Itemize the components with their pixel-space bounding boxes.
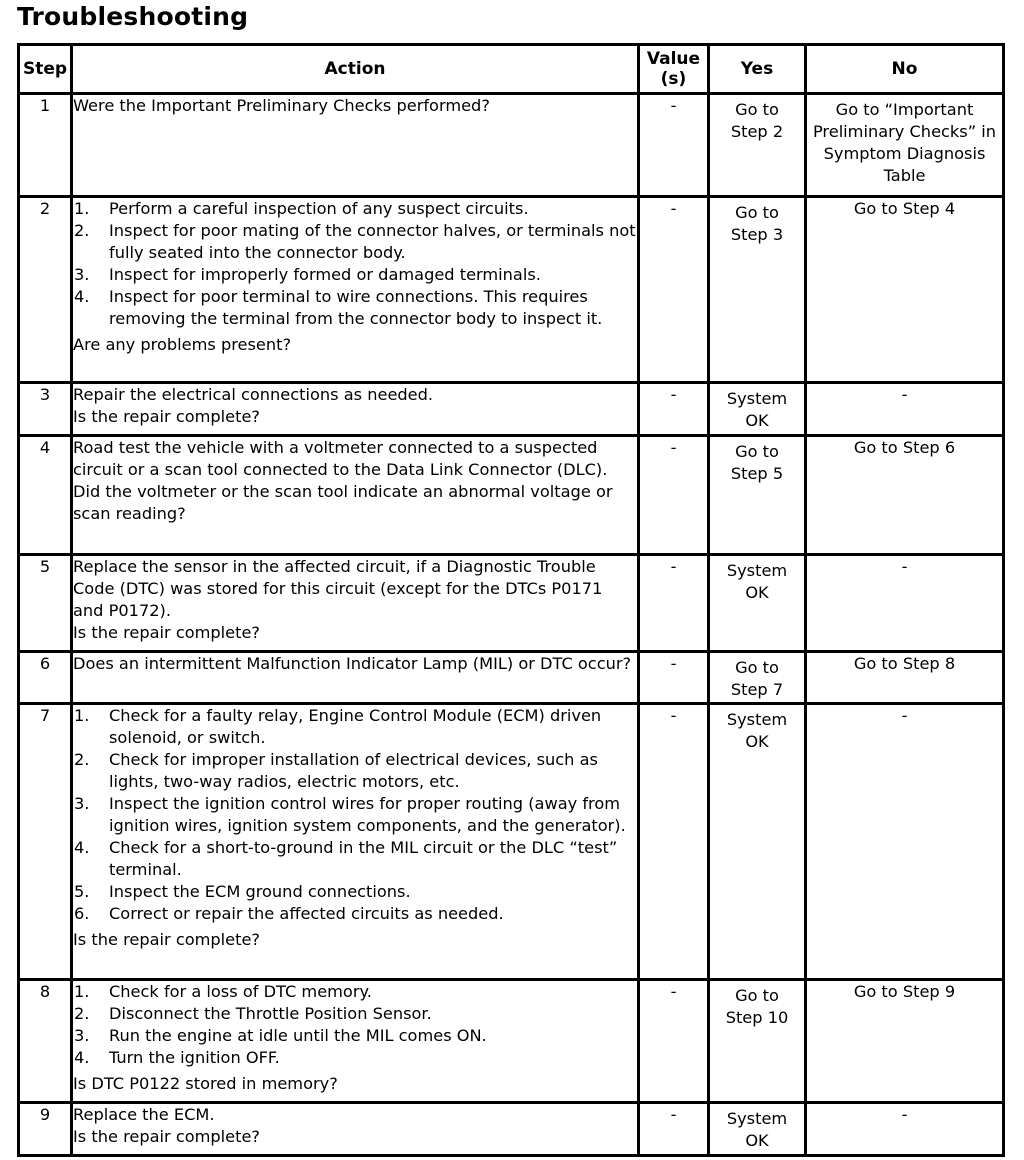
- action-question: Is the repair complete?: [73, 930, 261, 949]
- action-list: [73, 198, 637, 330]
- list-number: 3.: [74, 1026, 90, 1045]
- action-list-item: [73, 903, 637, 925]
- action-list-item: [73, 981, 637, 1003]
- table-row: [19, 436, 1004, 555]
- action-item-text: Run the engine at idle until the MIL comes ON.: [109, 1026, 487, 1045]
- action-line: Replace the sensor in the affected circuit, if a Diagnostic Trouble Code (DTC) was stored for this circuit (except for the DTCs P0171 and P0172).: [73, 557, 603, 620]
- list-number: 3.: [74, 265, 90, 284]
- yes-cell: System OK: [709, 383, 806, 436]
- yes-cell: System OK: [709, 555, 806, 652]
- step-number: 9: [19, 1103, 72, 1156]
- header-no: No: [806, 45, 1004, 94]
- table-row: [19, 980, 1004, 1103]
- action-item-text: Check for improper installation of electrical devices, such as lights, two-way radios, electric motors, etc.: [109, 750, 598, 791]
- action-line: Were the Important Preliminary Checks performed?: [73, 96, 490, 115]
- no-cell: Go to Step 8: [806, 652, 1004, 704]
- action-list-item: [73, 749, 637, 793]
- action-list-item: [73, 286, 637, 330]
- value-cell: -: [639, 980, 709, 1103]
- action-cell: [72, 197, 639, 383]
- action-list-item: [73, 264, 637, 286]
- action-line: Does an intermittent Malfunction Indicator Lamp (MIL) or DTC occur?: [73, 654, 632, 673]
- action-list-item: [73, 1025, 637, 1047]
- list-number: 4.: [74, 287, 90, 306]
- yes-cell: Go to Step 7: [709, 652, 806, 704]
- action-list: [73, 981, 637, 1069]
- action-list-item: [73, 1047, 637, 1069]
- action-item-text: Correct or repair the affected circuits as needed.: [109, 904, 504, 923]
- page-title: Troubleshooting: [17, 2, 249, 31]
- no-cell: Go to Step 4: [806, 197, 1004, 383]
- table-row: [19, 704, 1004, 980]
- action-cell: [72, 980, 639, 1103]
- action-list-item: [73, 705, 637, 749]
- value-cell: -: [639, 1103, 709, 1156]
- list-number: 5.: [74, 882, 90, 901]
- yes-cell: Go to Step 2: [709, 94, 806, 197]
- header-step: Step: [19, 45, 72, 94]
- action-item-text: Check for a short-to-ground in the MIL circuit or the DLC “test” terminal.: [109, 838, 618, 879]
- action-question: Are any problems present?: [73, 335, 292, 354]
- step-number: 4: [19, 436, 72, 555]
- list-number: 6.: [74, 904, 90, 923]
- action-cell: [72, 383, 639, 436]
- action-cell: [72, 555, 639, 652]
- action-list-item: [73, 1003, 637, 1025]
- action-cell: [72, 1103, 639, 1156]
- header-value: Value (s): [639, 45, 709, 94]
- value-cell: -: [639, 383, 709, 436]
- action-item-text: Inspect for poor mating of the connector halves, or terminals not fully seated into the connector body.: [109, 221, 636, 262]
- table-row: [19, 383, 1004, 436]
- action-question: Is DTC P0122 stored in memory?: [73, 1074, 338, 1093]
- action-line: Did the voltmeter or the scan tool indicate an abnormal voltage or scan reading?: [73, 482, 613, 523]
- table-row: [19, 555, 1004, 652]
- no-cell: Go to Step 6: [806, 436, 1004, 555]
- value-cell: -: [639, 704, 709, 980]
- action-list: [73, 705, 637, 925]
- action-item-text: Disconnect the Throttle Position Sensor.: [109, 1004, 432, 1023]
- list-number: 1.: [74, 706, 90, 725]
- no-cell: Go to “Important Preliminary Checks” in Symptom Diagnosis Table: [806, 94, 1004, 197]
- list-number: 3.: [74, 794, 90, 813]
- action-item-text: Turn the ignition OFF.: [109, 1048, 280, 1067]
- action-item-text: Inspect for poor terminal to wire connections. This requires removing the terminal from the connector body to inspect it.: [109, 287, 603, 328]
- list-number: 1.: [74, 982, 90, 1001]
- step-number: 2: [19, 197, 72, 383]
- table-row: [19, 1103, 1004, 1156]
- step-number: 6: [19, 652, 72, 704]
- list-number: 2.: [74, 221, 90, 240]
- list-number: 2.: [74, 1004, 90, 1023]
- action-cell: [72, 94, 639, 197]
- no-cell: Go to Step 9: [806, 980, 1004, 1103]
- value-cell: -: [639, 652, 709, 704]
- action-list-item: [73, 793, 637, 837]
- value-cell: -: [639, 436, 709, 555]
- no-cell: -: [806, 704, 1004, 980]
- action-line: Replace the ECM.: [73, 1105, 215, 1124]
- value-cell: -: [639, 94, 709, 197]
- list-number: 1.: [74, 199, 90, 218]
- step-number: 1: [19, 94, 72, 197]
- value-cell: -: [639, 197, 709, 383]
- yes-cell: Go to Step 5: [709, 436, 806, 555]
- yes-cell: Go to Step 10: [709, 980, 806, 1103]
- action-item-text: Inspect the ECM ground connections.: [109, 882, 411, 901]
- troubleshooting-table: [17, 43, 1005, 1157]
- action-line: Repair the electrical connections as needed.: [73, 385, 434, 404]
- yes-cell: System OK: [709, 704, 806, 980]
- header-action: Action: [72, 45, 639, 94]
- step-number: 3: [19, 383, 72, 436]
- action-cell: [72, 652, 639, 704]
- table-row: [19, 197, 1004, 383]
- action-list-item: [73, 881, 637, 903]
- value-cell: -: [639, 555, 709, 652]
- no-cell: -: [806, 383, 1004, 436]
- yes-cell: System OK: [709, 1103, 806, 1156]
- action-line: Road test the vehicle with a voltmeter connected to a suspected circuit or a scan tool connected to the Data Link Connector (DLC).: [73, 438, 608, 479]
- action-line: Is the repair complete?: [73, 407, 261, 426]
- action-list-item: [73, 198, 637, 220]
- action-cell: [72, 436, 639, 555]
- action-list-item: [73, 220, 637, 264]
- action-line: Is the repair complete?: [73, 1127, 261, 1146]
- action-item-text: Inspect for improperly formed or damaged terminals.: [109, 265, 541, 284]
- action-line: Is the repair complete?: [73, 623, 261, 642]
- list-number: 2.: [74, 750, 90, 769]
- action-item-text: Check for a loss of DTC memory.: [109, 982, 372, 1001]
- step-number: 5: [19, 555, 72, 652]
- action-list-item: [73, 837, 637, 881]
- list-number: 4.: [74, 1048, 90, 1067]
- action-item-text: Inspect the ignition control wires for proper routing (away from ignition wires, ignition system components, and the generator).: [109, 794, 626, 835]
- list-number: 4.: [74, 838, 90, 857]
- table-row: [19, 94, 1004, 197]
- no-cell: -: [806, 555, 1004, 652]
- step-number: 7: [19, 704, 72, 980]
- no-cell: -: [806, 1103, 1004, 1156]
- yes-cell: Go to Step 3: [709, 197, 806, 383]
- header-row: [19, 45, 1004, 94]
- action-item-text: Check for a faulty relay, Engine Control Module (ECM) driven solenoid, or switch.: [109, 706, 602, 747]
- step-number: 8: [19, 980, 72, 1103]
- action-item-text: Perform a careful inspection of any suspect circuits.: [109, 199, 529, 218]
- action-cell: [72, 704, 639, 980]
- table-row: [19, 652, 1004, 704]
- header-yes: Yes: [709, 45, 806, 94]
- table-body: [19, 94, 1004, 1156]
